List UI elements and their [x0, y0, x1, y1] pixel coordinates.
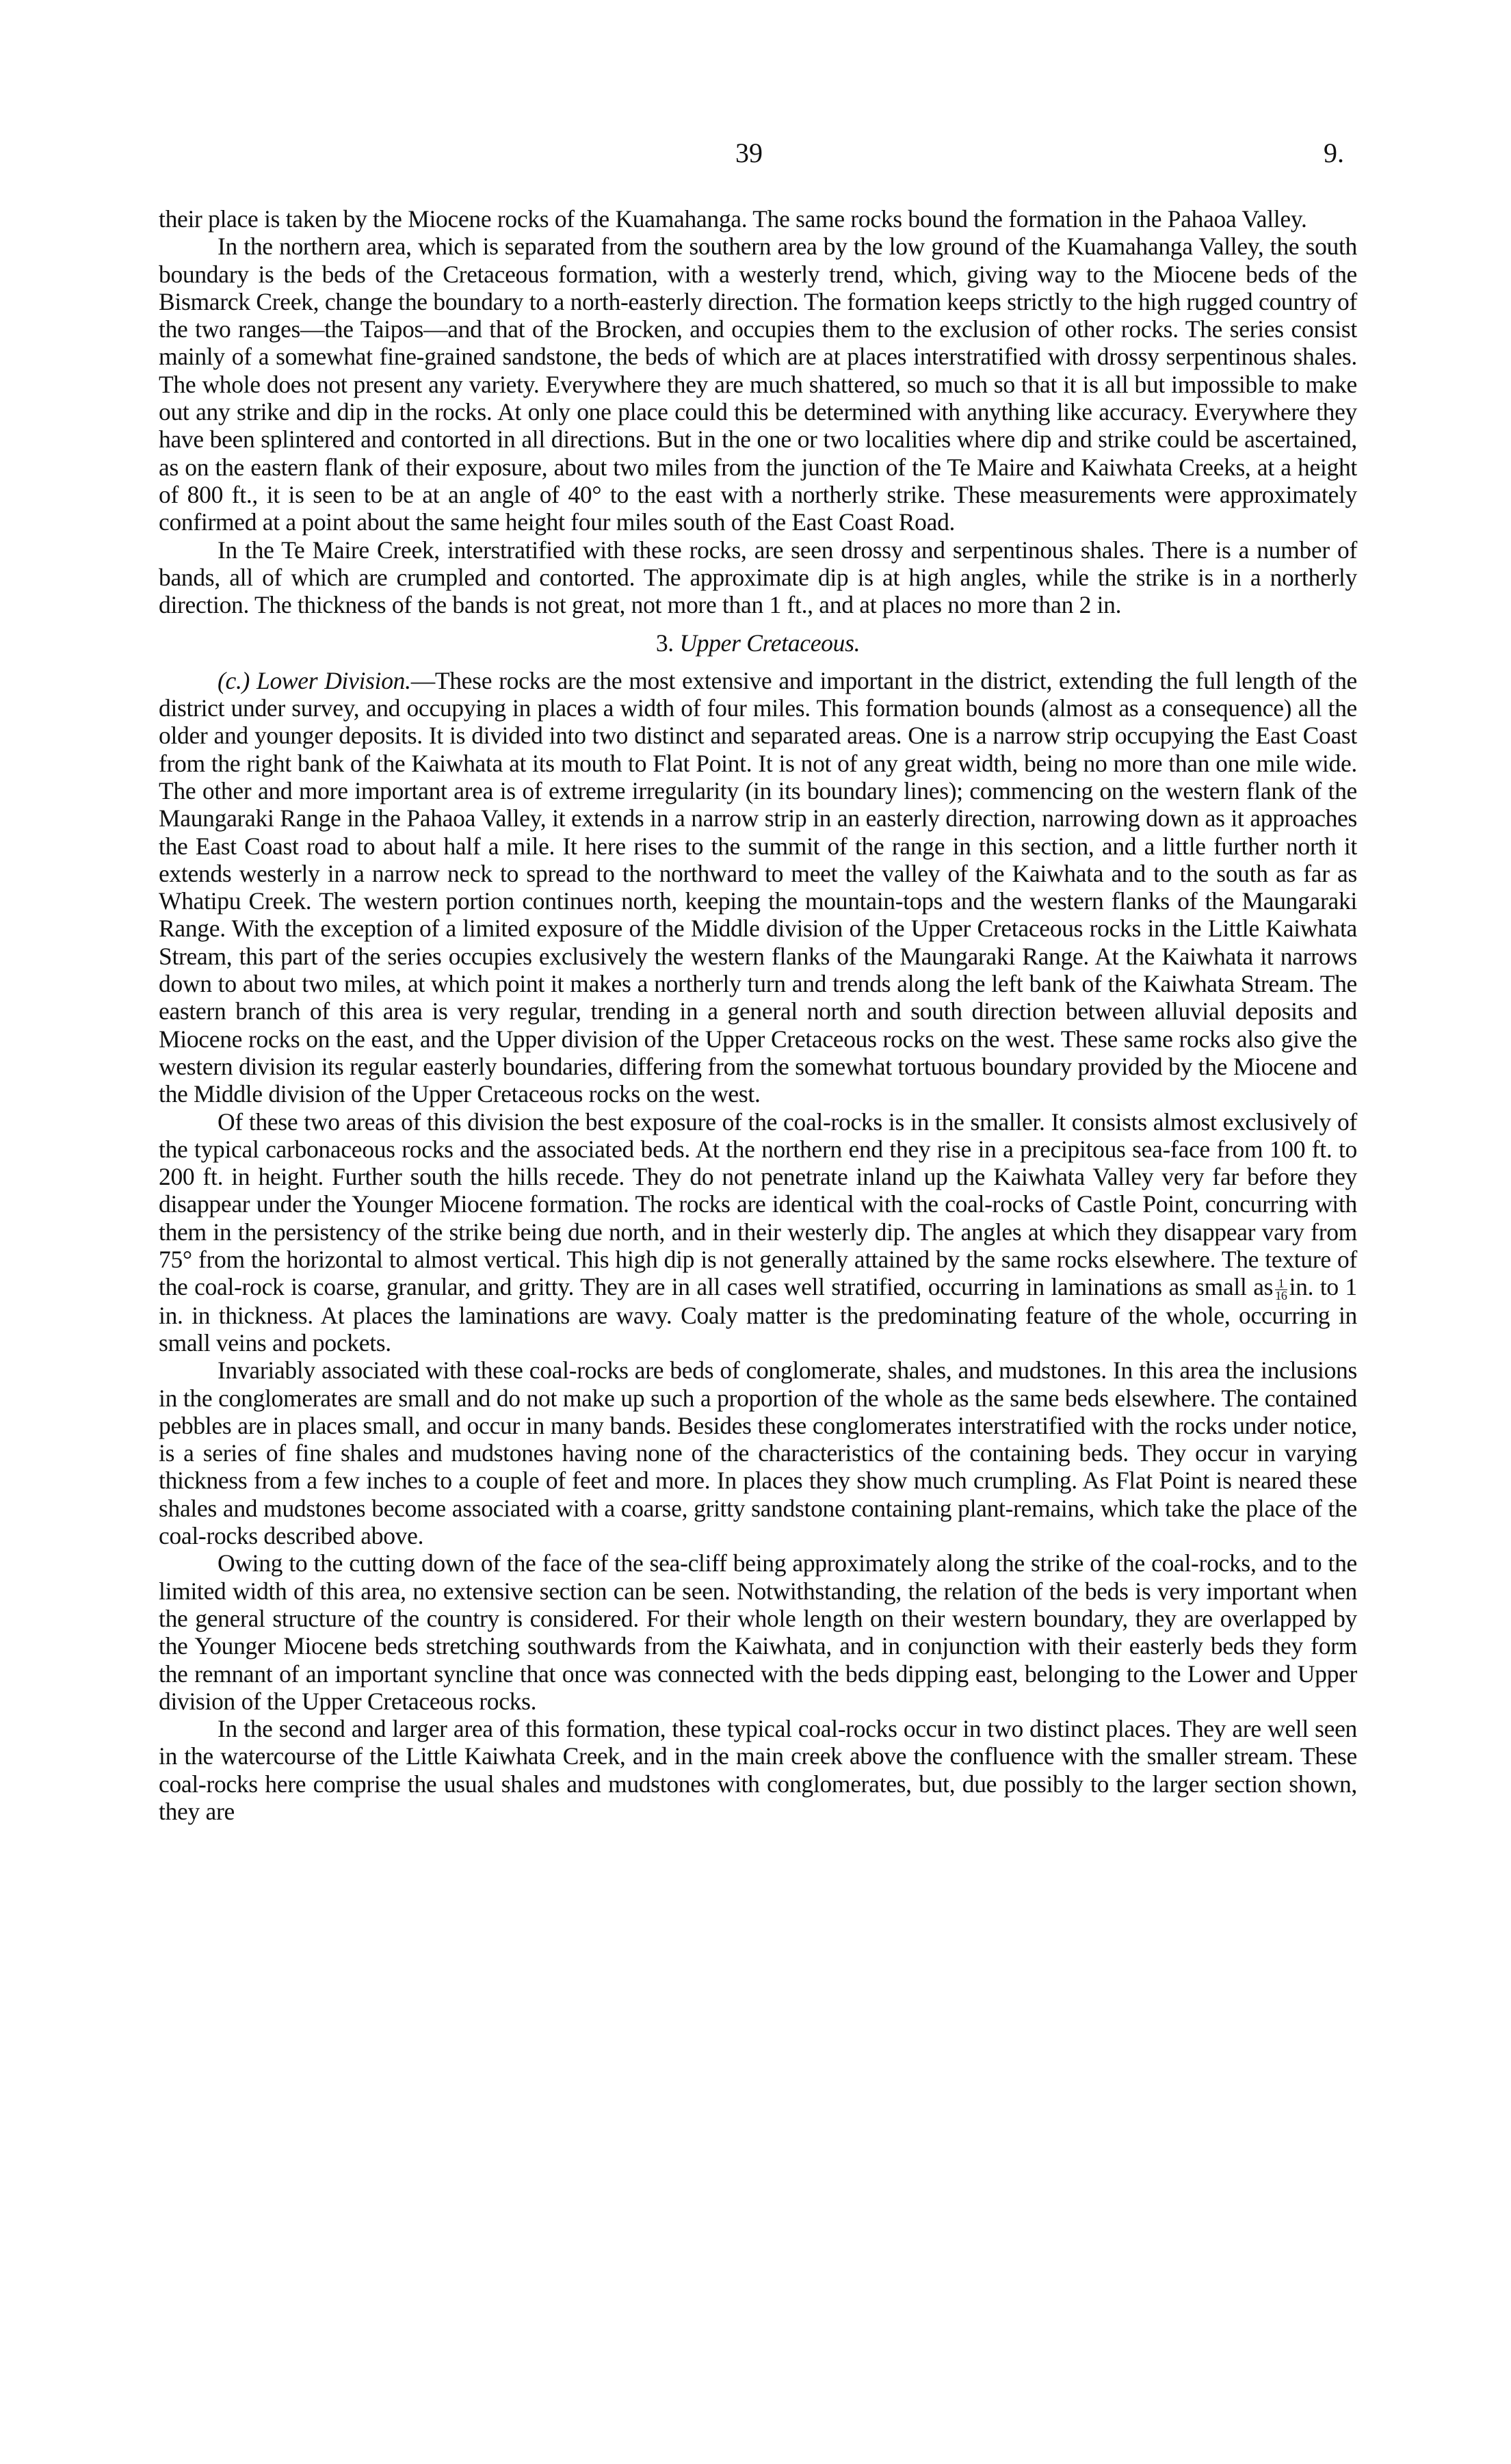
paragraph [159, 667, 1357, 1108]
fraction-denominator: 16 [1275, 1288, 1287, 1302]
paragraph: In the Te Maire Creek, interstratified with these rocks, are seen drossy and serpentinous shales. There is a number of bands, all of which are crumpled and contorted. The approximate dip is at high angles, while the strike is in a northerly direction. The thickness of the bands is not great, not more than 1 ft., and at places no more than 2 in. [159, 536, 1357, 619]
subsection-label: (c.) Lower Division. [218, 666, 411, 694]
paragraph [159, 1108, 1357, 1357]
document-body [159, 205, 1357, 1825]
fraction-numerator: 1 [1275, 1278, 1287, 1290]
fraction [1275, 1278, 1287, 1302]
paragraph: Invariably associated with these coal-rocks are beds of conglomerate, shales, and mudstones. In this area the inclusions in the conglomerates are small and do not make up such a proportion of the whole as the same beds elsewhere. The contained pebbles are in places small, and occur in many bands. Besides these conglomerates interstratified with the rocks under notice, is a series of fine shales and mudstones having none of the characteristics of the containing beds. They occur in varying thickness from a few inches to a couple of feet and more. In places they show much crumpling. As Flat Point is neared these shales and mudstones become associated with a coarse, gritty sandstone containing plant-remains, which take the place of the coal-rocks described above. [159, 1356, 1357, 1550]
paragraph-text: in. to 1 in. in thickness. At places the laminations are wavy. Coaly matter is the predominating feature of the whole, occurring in small veins and pockets. [159, 1273, 1358, 1356]
heading-number: 3. [655, 629, 674, 657]
paragraph: In the second and larger area of this formation, these typical coal-rocks occur in two distinct places. They are well seen in the watercourse of the Little Kaiwhata Creek, and in the main creek above the confluence with the smaller stream. These coal-rocks here comprise the usual shales and mudstones with conglomerates, but, due possibly to the larger section shown, they are [159, 1715, 1357, 1825]
heading-title: Upper Cretaceous. [679, 629, 860, 657]
paragraph: their place is taken by the Miocene rocks of the Kuamahanga. The same rocks bound the formation in the Pahaoa Valley. [159, 205, 1307, 233]
paragraph: In the northern area, which is separated from the southern area by the low ground of the Kuamahanga Valley, the south boundary is the beds of the Cretaceous formation, with a westerly trend, which, giving way to the Miocene beds of the Bismarck Creek, change the boundary to a north-easterly direction. The formation keeps strictly to the high rugged country of the two ranges—the Taipos—and that of the Brocken, and occupies them to the exclusion of other rocks. The series consist mainly of a somewhat fine-grained sandstone, the beds of which are at places interstratified with drossy serpentinous shales. The whole does not present any variety. Everywhere they are much shattered, so much so that it is all but impossible to make out any strike and dip in the rocks. At only one place could this be determined with anything like accuracy. Everywhere they have been splintered and contorted in all directions. But in the one or two localities where dip and strike could be ascertained, as on the eastern flank of their exposure, about two miles from the junction of the Te Maire and Kaiwhata Creeks, at a height of 800 ft., it is seen to be at an angle of 40° to the east with a northerly strike. These measurements were approximately confirmed at a point about the same height four miles south of the East Coast Road. [159, 233, 1357, 536]
paragraph: Owing to the cutting down of the face of the sea-cliff being approximately along the strike of the coal-rocks, and to the limited width of this area, no extensive section can be seen. Notwithstanding, the relation of the beds is very important when the general structure of the country is considered. For their whole length on their western boundary, they are overlapped by the Younger Miocene beds stretching southwards from the Kaiwhata, and in conjunction with their easterly beds they form the remnant of an important syncline that once was connected with the beds dipping east, belonging to the Lower and Upper division of the Upper Cretaceous rocks. [159, 1549, 1357, 1715]
paragraph-text: Of these two areas of this division the best exposure of the coal-rocks is in the smaller. It consists almost exclusively of the typical carbonaceous rocks and the associated beds. At the northern end they rise in a precipitous sea-face from 100 ft. to 200 ft. in height. Further south the hills recede. They do not penetrate inland up the Kaiwhata Valley very far before they disappear under the Younger Miocene formation. The rocks are identical with the coal-rocks of Castle Point, concurring with them in the persistency of the strike being due north, and in their westerly dip. The angles at which they disappear vary from 75° from the horizontal to almost vertical. This high dip is not generally attained by the same rocks elsewhere. The texture of the coal-rock is coarse, granular, and gritty. They are in all cases well stratified, occurring in laminations as small as [159, 1108, 1357, 1301]
page-number: 39 [735, 137, 763, 168]
section-number: 9. [1324, 137, 1344, 168]
paragraph-text: —These rocks are the most extensive and important in the district, extending the full length of the district under survey, and occupying in places a width of four miles. This formation bounds (almost as a consequence) all the older and younger deposits. It is divided into two distinct and separated areas. One is a narrow strip occupying the East Coast from the right bank of the Kaiwhata at its mouth to Flat Point. It is not of any great width, being no more than one mile wide. The other and more important area is of extreme irregularity (in its boundary lines); commencing on the western flank of the Maungaraki Range in the Pahaoa Valley, it extends in a narrow strip in an easterly direction, narrowing down as it approaches the East Coast road to about half a mile. It here rises to the summit of the range in this section, and a little further north it extends westerly in a narrow neck to spread to the northward to meet the valley of the Kaiwhata and to the south as far as Whatipu Creek. The western portion continues north, keeping the mountain-tops and the western flanks of the Maungaraki Range. With the exception of a limited exposure of the Middle division of the Upper Cretaceous rocks in the Little Kaiwhata Stream, this part of the series occupies exclusively the western flanks of the Maungaraki Range. At the Kaiwhata it narrows down to about two miles, at which point it makes a northerly turn and trends along the left bank of the Kaiwhata Stream. The eastern branch of this area is very regular, trending in a general north and south direction between alluvial deposits and Miocene rocks on the east, and the Upper division of the Upper Cretaceous rocks on the west. These same rocks also give the western division its regular easterly boundaries, differing from the somewhat tortuous boundary provided by the Miocene and the Middle division of the Upper Cretaceous rocks on the west. [159, 666, 1357, 1108]
section-heading [159, 629, 1357, 657]
